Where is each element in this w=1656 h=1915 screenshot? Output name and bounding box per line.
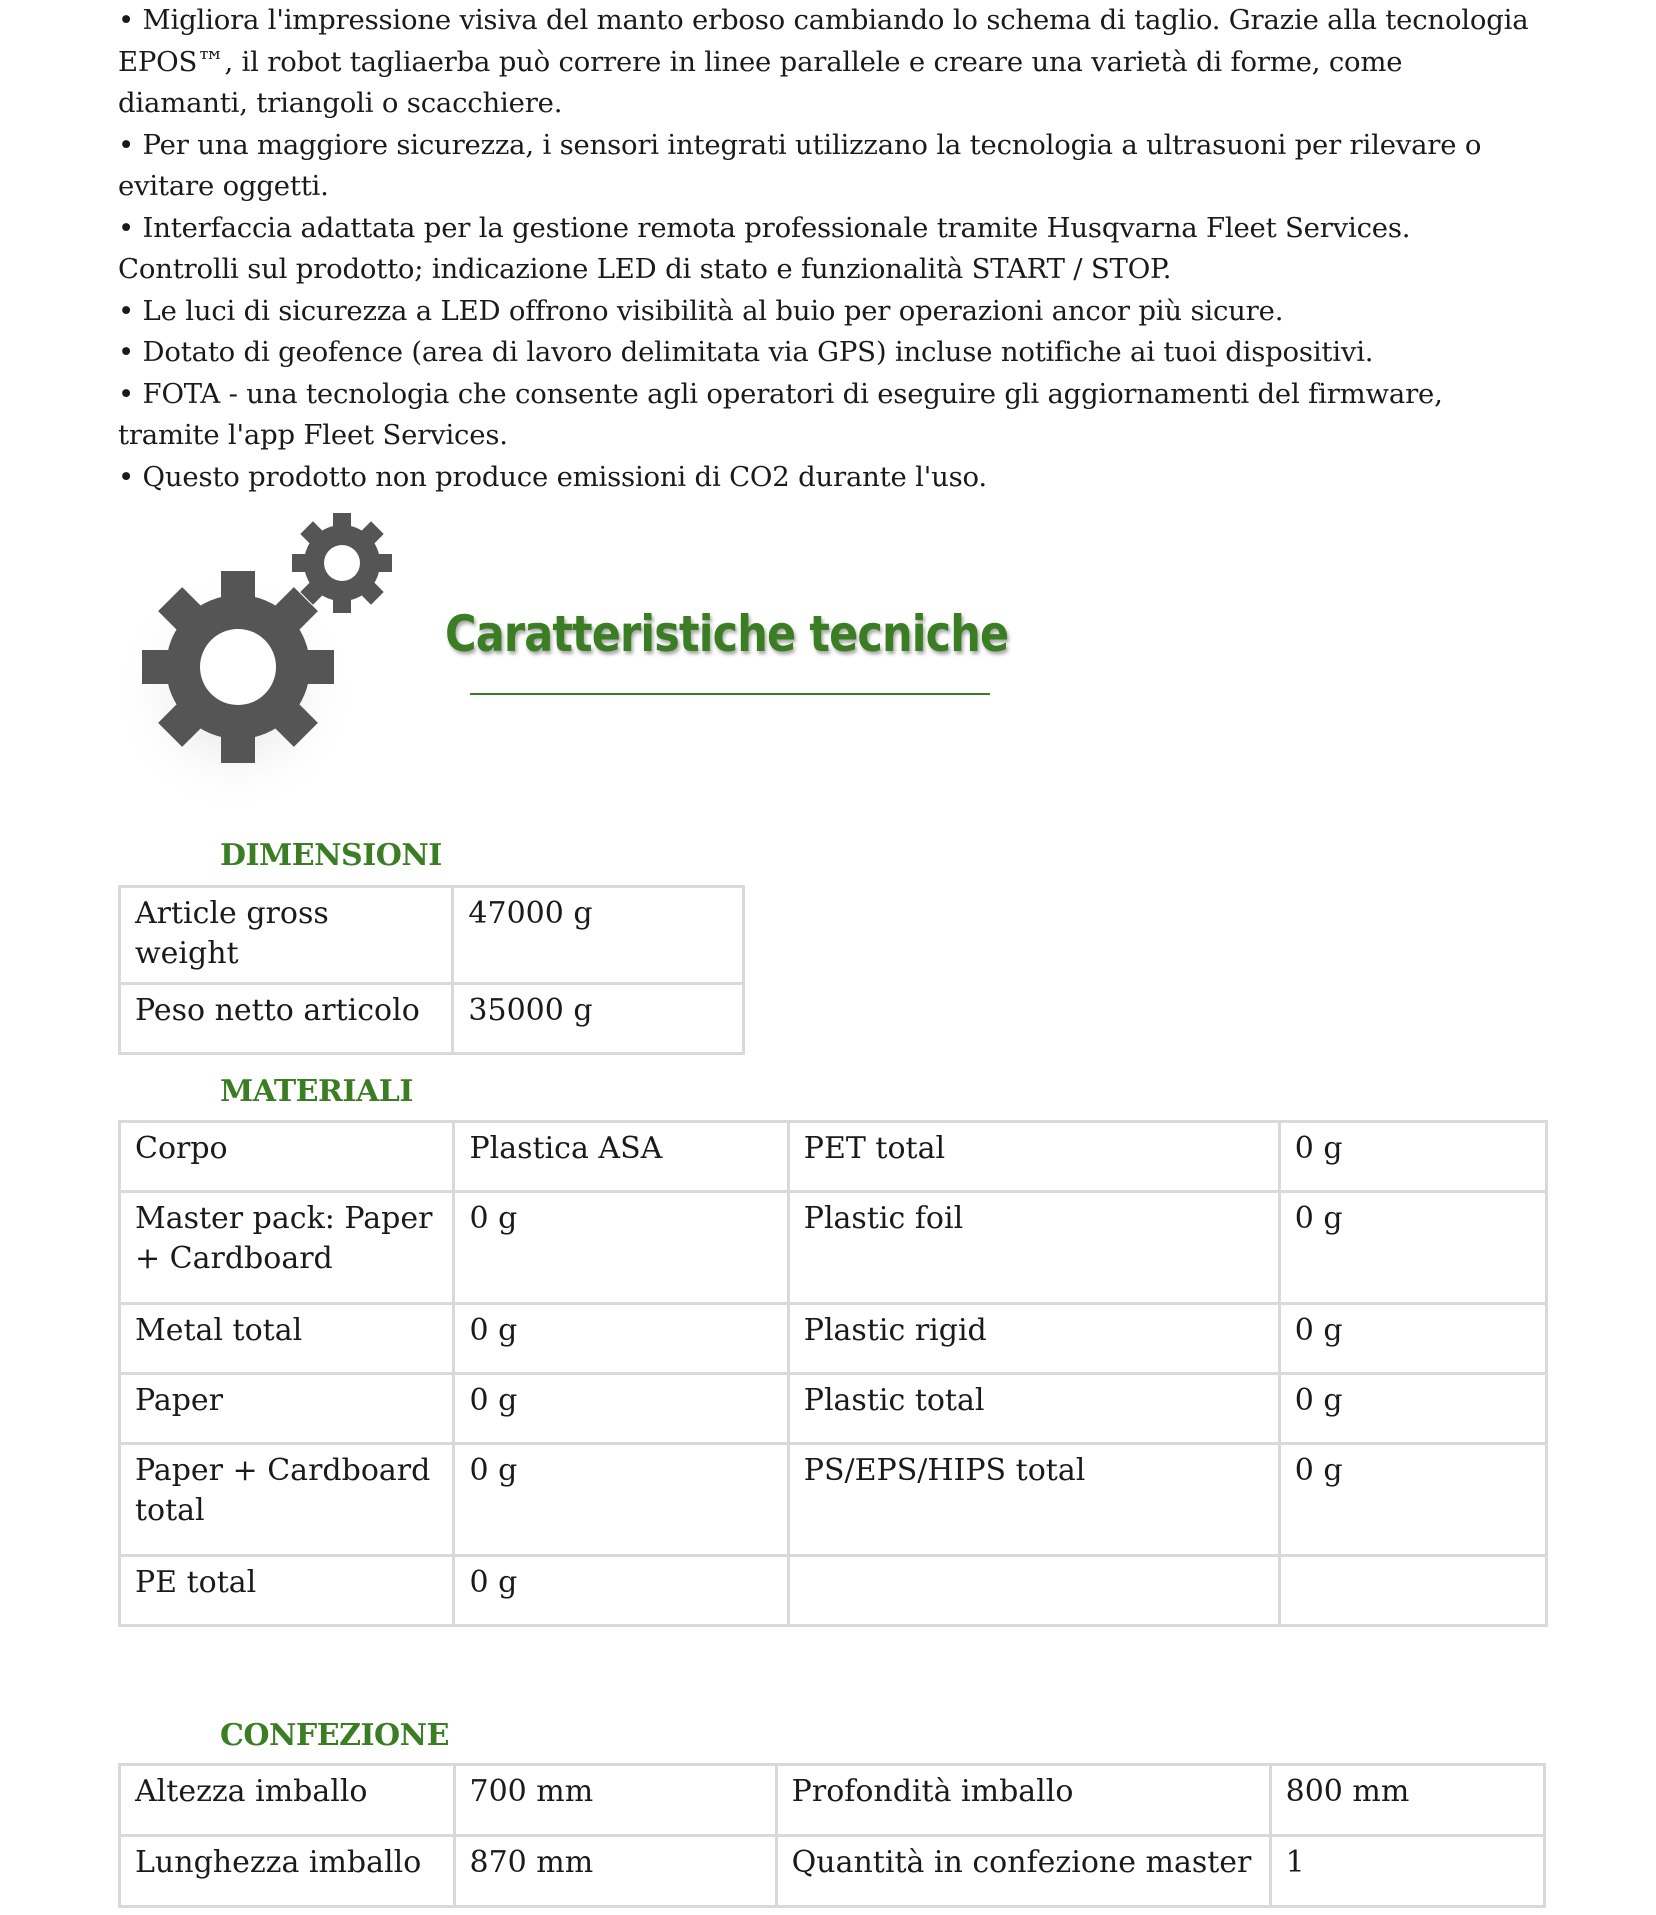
table-cell: Quantità in confezione master bbox=[776, 1836, 1270, 1907]
table-cell: Lunghezza imballo bbox=[120, 1836, 455, 1907]
materiali-table bbox=[118, 1120, 1548, 1627]
table-cell: Peso netto articolo bbox=[120, 984, 453, 1054]
feature-item: • Per una maggiore sicurezza, i sensori integrati utilizzano la tecnologia a ultrasuoni per rilevare o evitare oggetti. bbox=[118, 128, 1482, 202]
feature-item: • Questo prodotto non produce emissioni di CO2 durante l'uso. bbox=[118, 460, 987, 493]
table-row bbox=[120, 1836, 1545, 1907]
feature-item: • Dotato di geofence (area di lavoro delimitata via GPS) incluse notifiche ai tuoi dispositivi. bbox=[118, 336, 1374, 368]
table-row bbox=[120, 1556, 1547, 1626]
table-cell: Article gross weight bbox=[120, 887, 453, 984]
table-cell: Plastic total bbox=[788, 1374, 1279, 1444]
table-cell: 0 g bbox=[454, 1444, 788, 1556]
table-cell: 47000 g bbox=[453, 887, 744, 984]
table-cell: Paper + Cardboard total bbox=[120, 1444, 454, 1556]
table-cell: Metal total bbox=[120, 1304, 454, 1374]
table-cell: 0 g bbox=[454, 1556, 788, 1626]
table-cell bbox=[1279, 1556, 1546, 1626]
gears-icon bbox=[120, 505, 460, 805]
table-cell: Master pack: Paper + Cardboard bbox=[120, 1192, 454, 1304]
table-cell: 0 g bbox=[454, 1192, 788, 1304]
table-row bbox=[120, 1765, 1545, 1836]
table-cell: 0 g bbox=[1279, 1192, 1546, 1304]
table-cell: 35000 g bbox=[453, 984, 744, 1054]
table-cell: 0 g bbox=[1279, 1304, 1546, 1374]
table-cell: Altezza imballo bbox=[120, 1765, 455, 1836]
table-cell bbox=[788, 1556, 1279, 1626]
table-cell: PET total bbox=[788, 1122, 1279, 1192]
feature-item: • Migliora l'impressione visiva del manto erboso cambiando lo schema di taglio. Grazie alla tecnologia EPOS™, il robot tagliaerba può correre in linee parallele e creare una varietà di forme, come diamanti, triangoli o scacchiere. bbox=[118, 4, 1529, 119]
table-cell: Plastica ASA bbox=[454, 1122, 788, 1192]
banner-underline bbox=[470, 693, 990, 695]
table-cell: PS/EPS/HIPS total bbox=[788, 1444, 1279, 1556]
table-cell: 0 g bbox=[1279, 1122, 1546, 1192]
feature-list bbox=[118, 0, 1538, 498]
table-cell: 1 bbox=[1270, 1836, 1544, 1907]
table-cell: 700 mm bbox=[454, 1765, 776, 1836]
table-cell: 0 g bbox=[1279, 1444, 1546, 1556]
table-row bbox=[120, 1192, 1547, 1304]
table-row bbox=[120, 1374, 1547, 1444]
table-cell: 800 mm bbox=[1270, 1765, 1544, 1836]
tech-specs-banner bbox=[120, 505, 1009, 805]
table-cell: Corpo bbox=[120, 1122, 454, 1192]
table-cell: 0 g bbox=[454, 1304, 788, 1374]
table-row bbox=[120, 984, 744, 1054]
table-row bbox=[120, 1304, 1547, 1374]
table-cell: Profondità imballo bbox=[776, 1765, 1270, 1836]
feature-item: • FOTA - una tecnologia che consente agli operatori di eseguire gli aggiornamenti del firmware, tramite l'app Fleet Services. bbox=[118, 377, 1443, 451]
table-cell: 870 mm bbox=[454, 1836, 776, 1907]
section-title-confezione: CONFEZIONE bbox=[220, 1718, 449, 1753]
table-cell: PE total bbox=[120, 1556, 454, 1626]
section-title-dimensioni: DIMENSIONI bbox=[220, 838, 442, 873]
table-cell: Plastic rigid bbox=[788, 1304, 1279, 1374]
table-cell: Paper bbox=[120, 1374, 454, 1444]
table-cell: 0 g bbox=[1279, 1374, 1546, 1444]
section-title-materiali: MATERIALI bbox=[220, 1074, 413, 1109]
confezione-table bbox=[118, 1763, 1546, 1908]
table-cell: 0 g bbox=[454, 1374, 788, 1444]
document-page bbox=[118, 0, 1538, 498]
feature-item: • Le luci di sicurezza a LED offrono visibilità al buio per operazioni ancor più sicure. bbox=[118, 294, 1284, 327]
banner-title: Caratteristiche tecniche bbox=[445, 605, 1009, 663]
table-row bbox=[120, 1122, 1547, 1192]
table-cell: Plastic foil bbox=[788, 1192, 1279, 1304]
dimensioni-table bbox=[118, 885, 745, 1055]
table-row bbox=[120, 887, 744, 984]
feature-item: • Interfaccia adattata per la gestione remota professionale tramite Husqvarna Fleet Services. Controlli sul prodotto; indicazione LED di stato e funzionalità START / STOP. bbox=[118, 211, 1411, 285]
table-row bbox=[120, 1444, 1547, 1556]
